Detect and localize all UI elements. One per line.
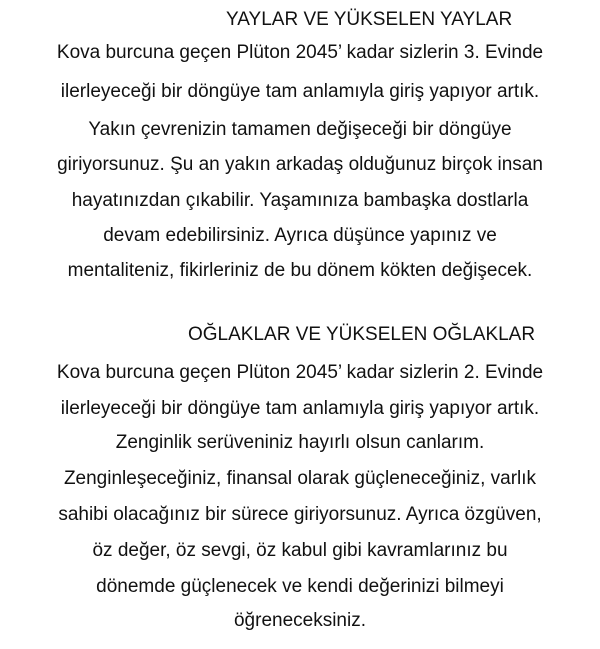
paragraph-line: Kova burcuna geçen Plüton 2045’ kadar sizlerin 3. Evinde [56,42,544,63]
paragraph-line: devam edebilirsiniz. Ayrıca düşünce yapınız ve [103,225,497,246]
paragraph-line: öz değer, öz sevgi, öz kabul gibi kavramlarınız bu [92,540,508,561]
paragraph-line: dönemde güçlenecek ve kendi değerinizi bilmeyi [96,576,504,597]
paragraph-line: sahibi olacağınız bir sürece giriyorsunuz. Ayrıca özgüven, [58,504,542,525]
paragraph-line: mentaliteniz, fikirleriniz de bu dönem kökten değişecek. [67,260,533,281]
paragraph-line: Zenginleşeceğiniz, finansal olarak güçleneceğiniz, varlık [63,468,537,489]
paragraph-line: hayatınızdan çıkabilir. Yaşamınıza bambaşka dostlarla [71,190,529,211]
paragraph-line: öğreneceksiniz. [233,610,367,631]
paragraph-line: Kova burcuna geçen Plüton 2045’ kadar sizlerin 2. Evinde [56,362,544,383]
paragraph-line: ilerleyeceği bir döngüye tam anlamıyla giriş yapıyor artık. [60,398,540,419]
section-heading-oglaklar: OĞLAKLAR VE YÜKSELEN OĞLAKLAR [188,324,536,345]
paragraph-line: Yakın çevrenizin tamamen değişeceği bir döngüye [88,119,512,140]
paragraph-line: giriyorsunuz. Şu an yakın arkadaş olduğunuz birçok insan [57,154,543,175]
paragraph-line: ilerleyeceği bir döngüye tam anlamıyla giriş yapıyor artık. [60,81,540,102]
section-heading-yaylar: YAYLAR VE YÜKSELEN YAYLAR [226,9,513,30]
paragraph-line: Zenginlik serüveniniz hayırlı olsun canlarım. [115,432,485,453]
